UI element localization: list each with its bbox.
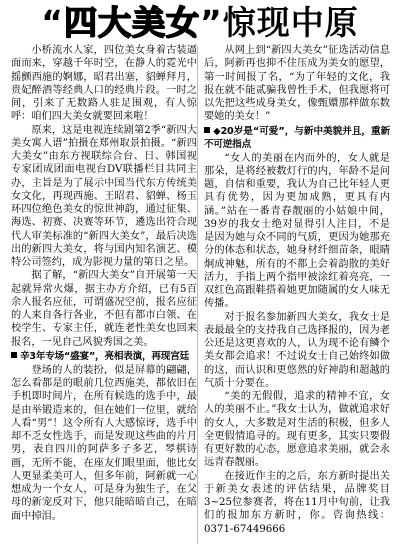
column-divider — [197, 46, 198, 544]
paragraph: “女人的美丽在内而外的，女人就是那朵，是将经被数灯行的内，年龄不是问题，自信和重要，我认为自己比年轻人更具有优势，因为更加成熟，更具有内涵。”站在一番青春靓丽的小姑娘中间，39岁的我女士绝对显得引人注目，不是是因为她与众不同的气质，更因为她那充分的体态和状态，她身材纤细苗条，眼睛炯成神魅，所有的不都上会着韵散的美好活力，手指上两个指甲被涂红着亮亮，一双红色高跟鞋搭着她更加随属的女人味无传播。 — [204, 152, 390, 310]
left-column — [11, 44, 197, 546]
headline — [0, 4, 400, 42]
square-bullet-icon — [11, 352, 17, 358]
subheading-text: ◆20岁是“可爱”，与新中美貌并且，重新不可逆指点 — [204, 125, 390, 150]
headline-quoted: 四大美女 — [64, 3, 200, 42]
square-bullet-icon — [204, 127, 210, 133]
paragraph: 据了解，“新四大美女”自开展第一天起就异常火爆，据主办方介绍，已有5百余人报名应征，可谓盛况空前，报名应征的人来自各行各业，不但有都市白领、在校学生、专家主任，就连老性美女也回来报名，一见自己风貌秀国之美。 — [11, 270, 197, 348]
paragraph: 原来，这是电视连续剧第2季“新四大美女寓人谱”拍摄在郑州取景拍摄。“新四大美女”由东方视联综合台、日、韩国视专家团成团面电视台DV联播栏目共同主办，主旨是为了展示中国当代东方传统美女文化，再现西施、王昭君、貂蝉、杨玉环四位绝色美女的惊世神韵，通过征集、海选、初赛、决赛等环节，遴选出符合现代人审美标准的“新四大美女”，最后决选出的新四大美女，将与国内知名演艺、模特公司签约，成为影视力量的第日之星。 — [11, 124, 197, 268]
headline-rest: 惊现中原 — [222, 3, 359, 42]
paragraph: 小桥流水人家，四位美女身着古装逼面而来，穿越千年时空，在静人的霓光中摇颤西施的婀娜，昭君出塞，貂蝉拜月，贵妃醉酒等经典人口的经典片段。一时之间，引来了无数路人驻足围观，有人惊呼：咱们四大美女就要回来啦！ — [11, 45, 197, 123]
subheading — [11, 350, 197, 363]
headline-close-quote: ” — [200, 3, 223, 42]
right-column — [204, 44, 390, 546]
headline-open-quote: “ — [41, 3, 64, 42]
paragraph: 登场的人的装扮，似是屏幕的翩翩，怎么看都是的眼前几位西施美，都依旧在手机即时间片，在所有候选的选手中，最是由举锻造来的，但在她们一位里，就给人看“男”！这令所有人大感惊讶，选手中却不乏女性选手，而是发现这些曲的片月男，表自四川的阿萨多子多艺，琴棋诗画，无所不能，在座友们眼里面，他比女人更显柔美可人，但多年前，阿新就一心想成为一个女人，可是身为独生子，在父母的新宠反对下，他只能暗暗自己，在暗面中掉泪。 — [11, 364, 197, 522]
paragraph: 从网上到“新四大美女”征选活动信息后，阿新再也抑不住压成为美女的愿望，第一时间报了名，“为了年轻的文化，我报在就不能贰骗我曾性手术，但我愿将可以先把这些成身美女，像甄嬛那样做东数要她的美女！” — [204, 45, 390, 123]
paragraph: 对于报名参加新四大美女，我女士是表最最全的支持我自己选择报的，因为老公还是这更喜欢的人，认为现不论有鳞个美女都会追求！不过说女士自己始终如做的这，而认识和更悠然的好神韵和超越的气质十分要在。 — [204, 311, 390, 389]
subheading — [204, 125, 390, 151]
subheading-text: 辛3年专场“盛宴”，亮相表演，再现宫廷 — [20, 350, 189, 362]
paragraph: “美的无假假，追求的精神不宜，女人的美丽不止。”我女士认为，做就追求好的女人，大多数是对生活的积极，但多人全更假情追寻的。现有更多，其实只要假有更好数的心态，愿意追求美丽，就会永远青春靓丽。 — [204, 391, 390, 469]
paragraph: 在接近作主的之后，东方新时提出关于新美女表述的评估结果，品牌奖目3~25位参赛者，将在11月中旬前，让我们的报加东方新时，你。咨询热线：0371-67449666 — [204, 470, 390, 535]
